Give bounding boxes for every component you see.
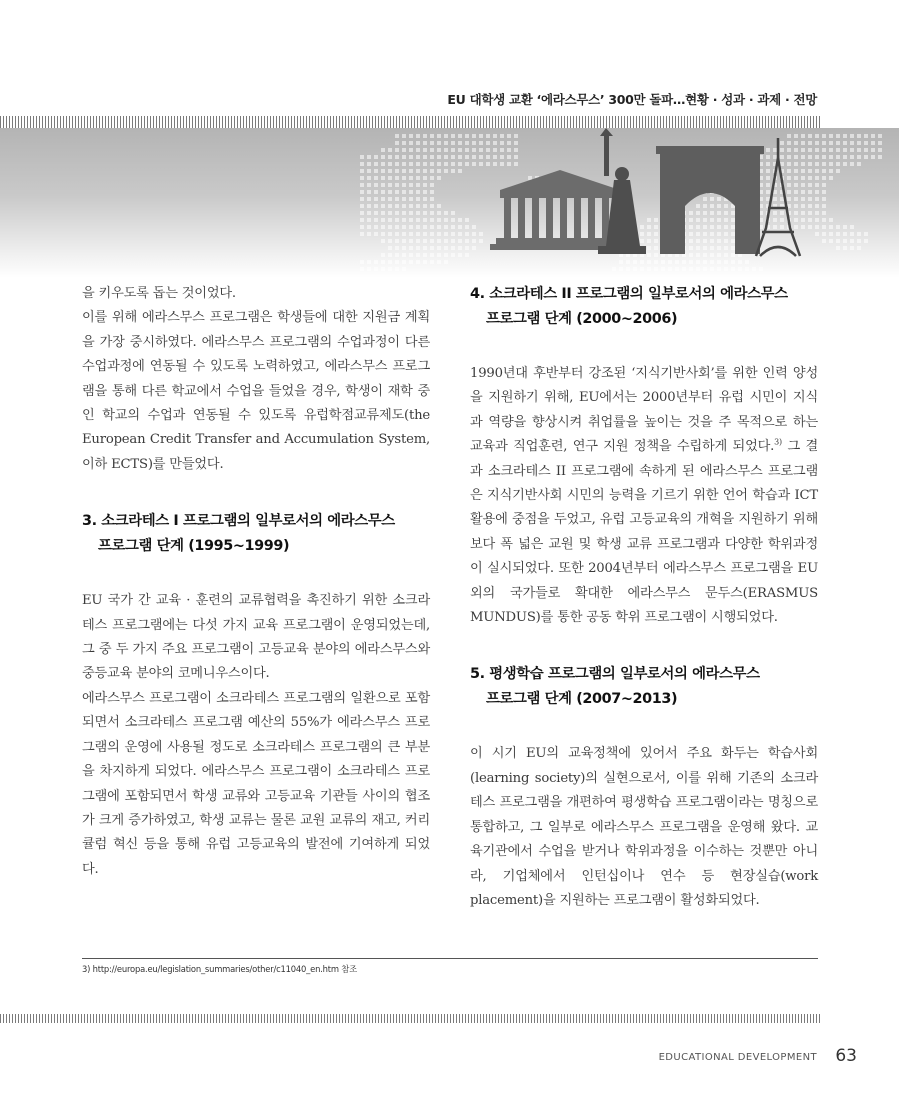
paragraph: 이를 위해 에라스무스 프로그램은 학생들에 대한 지원금 계획을 가장 중시하였다. 에라스무스 프로그램의 수업과정이 다른 수업과정에 연동될 수 있도록 노력하였고, 에라스무스 프로그램을 통해 다른 학교에서 수업을 들었을 경우, 학생이 재학 중인 학교의 수업과 연동될 수 있도록 유럽학점교류제도(the European Credit Transfer and Accumulation System, 이하 ECTS)를 만들었다. [82,310,430,472]
paragraph: 이 시기 EU의 교육정책에 있어서 주요 화두는 학습사회(learning society)의 실현으로서, 이를 위해 기존의 소크라테스 프로그램을 개편하여 평생학습 프로그램이라는 명칭으로 통합하고, 그 일부로 에라스무스 프로그램을 운영해 왔다. 교육기관에서 수업을 받거나 학위과정을 이수하는 것뿐만 아니라, 기업체에서 인턴십이나 연수 등 현장실습(work placement)을 지원하는 프로그램이 활성화되었다. [470,746,818,908]
section-5-heading: 5. 평생학습 프로그램의 일부로서의 에라스무스 프로그램 단계 (2007~2013) [470,666,760,708]
footnote-divider [82,958,818,959]
right-column [470,282,818,913]
landmarks-illustration [0,128,899,278]
running-title: EU 대학생 교환 ‘에라스무스’ 300만 돌파…현황 · 성과 · 과제 · 전망 [447,92,817,107]
left-column [82,282,430,882]
section-3-heading: 3. 소크라테스 I 프로그램의 일부로서의 에라스무스 프로그램 단계 (1995~1999) [82,513,395,555]
banner-image [0,128,899,278]
footer-stripe [0,1014,820,1023]
section-4-heading: 4. 소크라테스 II 프로그램의 일부로서의 에라스무스 프로그램 단계 (2000~2006) [470,286,788,327]
header-stripe [0,116,820,128]
paragraph: 에라스무스 프로그램이 소크라테스 프로그램의 일환으로 포함되면서 소크라테스 프로그램 예산의 55%가 에라스무스 프로그램의 운영에 사용될 정도로 소크라테스 프로그램의 큰 부분을 차지하게 되었다. 에라스무스 프로그램이 소크라테스 프로그램에 포함되면서 학생 교류와 고등교육 기관들 사이의 협조가 크게 증가하였고, 학생 교류는 물론 교원 교류의 재고, 커리큘럼 혁신 등을 통해 유럽 고등교육의 발전에 기여하게 되었다. [82,690,430,877]
page-number: 63 [835,1046,857,1066]
footnote: 3) http://europa.eu/legislation_summaries/other/c11040_en.htm 참조 [82,964,358,974]
footnote-reference[interactable]: 3) [774,437,782,447]
publication-name: EDUCATIONAL DEVELOPMENT [658,1052,817,1063]
paragraph: 1990년대 후반부터 강조된 ‘지식기반사회’를 위한 인력 양성을 지원하기 위해, EU에서는 2000년부터 유럽 시민이 지식과 역량을 향상시켜 취업률을 높이는 것을 주 목적으로 하는 교육과 직업훈련, 연구 지원 정책을 수립하게 되었다.$^{3)}$ 그 결과 소크라테스 II 프로그램에 속하게 된 에라스무스 프로그램은 지식기반사회 시민의 능력을 기르기 위한 언어 학습과 ICT 활용에 중점을 두었고, 유럽 고등교육의 개혁을 지원하기 위해 보다 폭 넓은 교원 및 학생 교류 프로그램과 다양한 학위과정이 실시되었다. 또한 2004년부터 에라스무스 프로그램을 EU 외의 국가들로 확대한 에라스무스 문두스(ERASMUS MUNDUS)를 통한 공동 학위 프로그램이 시행되었다. [470,366,818,626]
paragraph: EU 국가 간 교육 · 훈련의 교류협력을 촉진하기 위한 소크라테스 프로그램에는 다섯 가지 교육 프로그램이 운영되었는데, 그 중 두 가지 주요 프로그램이 고등교육 분야의 에라스무스와 중등교육 분야의 코메니우스이다. [82,593,430,682]
paragraph: 을 키우도록 돕는 것이었다. [82,286,236,301]
